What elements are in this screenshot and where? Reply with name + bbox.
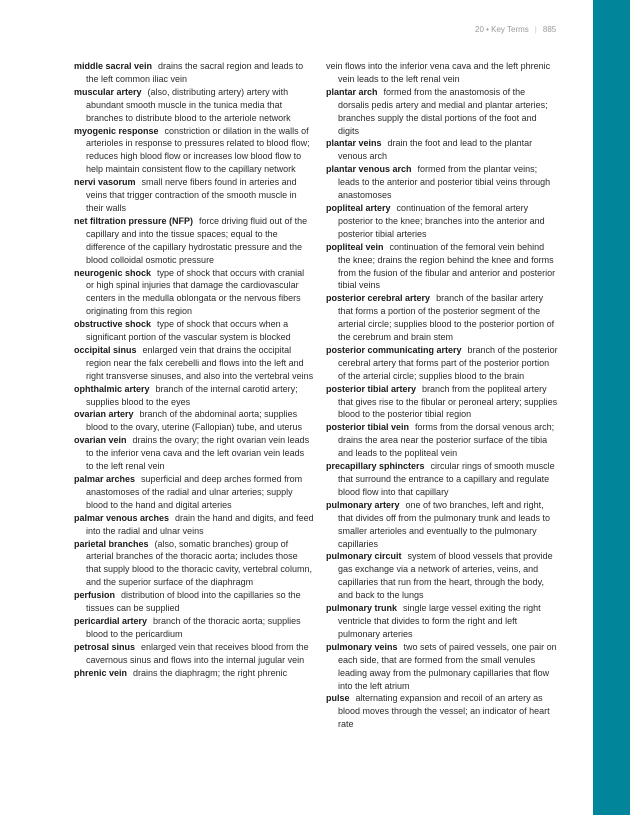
glossary-term: pericardial artery [74, 615, 148, 626]
glossary-entry [74, 434, 314, 473]
glossary-definition: branch of the basilar artery that forms a portion of the posterior segment of the arterial circle; supplies blood to the posterior portion of the cerebrum and brain stem [338, 293, 555, 343]
glossary-term: pulmonary veins [326, 641, 398, 652]
glossary-entry [326, 86, 558, 138]
glossary-entry [326, 241, 558, 293]
glossary-definition: single large vessel exiting the right ventricle that divides to form the right and left pulmonary arteries [338, 603, 541, 639]
glossary-term: ophthalmic artery [74, 383, 150, 394]
glossary-entry [74, 538, 314, 590]
glossary-definition: superficial and deep arches formed from anastomoses of the radial and ulnar arteries; supply blood to the hand and digital arteries [86, 474, 303, 510]
glossary-definition: formed from the plantar veins; leads to the anterior and posterior tibial veins through anastomoses [338, 164, 551, 201]
glossary-term: plantar venous arch [326, 164, 412, 175]
glossary-definition: forms from the dorsal venous arch; drains the area near the posterior surface of the tibia and leads to the popliteal vein [338, 422, 555, 459]
glossary-column-right [326, 60, 558, 731]
glossary-term: phrenic vein [74, 667, 128, 678]
glossary-entry [326, 499, 558, 551]
glossary-definition: drains the ovary; the right ovarian vein leads to the inferior vena cava and the left ovarian vein leads to the left renal vein [86, 435, 310, 472]
glossary-term: popliteal artery [326, 202, 391, 213]
glossary-definition: distribution of blood into the capillaries so the tissues can be supplied [86, 590, 301, 614]
glossary-definition: enlarged vein that drains the occipital region near the falx cerebelli and flows into the left and right transverse sinuses, and also into the vertebral veins [86, 344, 314, 381]
glossary-entry [326, 383, 558, 422]
glossary-definition: branch from the popliteal artery that gives rise to the fibular or peroneal artery; supplies blood to the posterior tibial region [338, 383, 558, 420]
glossary-definition: one of two branches, left and right, that divides off from the pulmonary trunk and leads to smaller arterioles and eventually to the pulmonary capillaries [338, 499, 550, 549]
glossary-entry [74, 318, 314, 344]
glossary-entry [326, 292, 558, 344]
glossary-definition: type of shock that occurs when a significant portion of the vascular system is blocked [86, 319, 291, 343]
glossary-entry [326, 460, 558, 499]
glossary-definition: drain the hand and digits, and feed into the radial and ulnar veins [86, 512, 314, 536]
glossary-entry [326, 550, 558, 602]
glossary-term: occipital sinus [74, 344, 137, 355]
glossary-term: popliteal vein [326, 241, 384, 252]
glossary-entry [326, 137, 558, 163]
glossary-entry [74, 215, 314, 267]
glossary-term: posterior communicating artery [326, 344, 462, 355]
glossary-definition: constriction or dilation in the walls of arterioles in response to pressures related to blood flow; reduces high blood flow or increases low blood flow to help maintain consistent flow to the capillary network [86, 125, 310, 175]
glossary-term: posterior tibial artery [326, 383, 417, 394]
glossary-definition: drains the diaphragm; the right phrenic [133, 667, 288, 678]
glossary-term: palmar arches [74, 474, 136, 484]
glossary-term: ovarian vein [74, 435, 127, 446]
header-separator: | [534, 25, 537, 34]
glossary-definition: system of blood vessels that provide gas exchange via a network of arteries, veins, and capillaries that run from the heart, through the body, and back to the lungs [338, 551, 553, 601]
glossary-definition: drain the foot and lead to the plantar venous arch [338, 138, 533, 162]
glossary-definition: small nerve fibers found in arteries and veins that trigger contraction of the smooth muscle in their walls [86, 177, 297, 213]
glossary-definition: branch of the posterior cerebral artery that forms part of the posterior portion of the arterial circle; supplies blood to the brain [338, 344, 558, 381]
glossary-definition: branch of the internal carotid artery; supplies blood to the eyes [86, 383, 298, 407]
glossary-term: pulse [326, 693, 350, 704]
glossary-entry [74, 125, 314, 177]
glossary-entry [74, 176, 314, 215]
glossary-definition: enlarged vein that receives blood from the cavernous sinus and flows into the internal jugular vein [86, 641, 309, 665]
glossary-entry [326, 344, 558, 383]
chapter-side-tab [593, 0, 630, 815]
glossary-entry [74, 60, 314, 86]
glossary-term: muscular artery [74, 86, 142, 97]
glossary-term: plantar veins [326, 138, 382, 149]
glossary-entry [74, 589, 314, 615]
glossary-definition: vein flows into the inferior vena cava and the left phrenic vein leads to the left renal vein [326, 61, 551, 84]
glossary-definition: (also, somatic branches) group of arterial branches of the thoracic aorta; includes those that supply blood to the thoracic cavity, vertebral column, and the superior surface of the diaphragm [86, 538, 312, 588]
glossary-definition: alternating expansion and recoil of an artery as blood moves through the vessel; an indicator of heart rate [338, 693, 550, 730]
glossary-entry [326, 421, 558, 460]
glossary-term: posterior tibial vein [326, 422, 410, 433]
glossary-term: pulmonary circuit [326, 551, 402, 562]
glossary-definition: (also, distributing artery) artery with abundant smooth muscle in the tunica media that branches to distribute blood to the arteriole network [86, 86, 291, 123]
glossary-entry [74, 473, 314, 512]
glossary-entry [74, 344, 314, 383]
glossary-definition: branch of the thoracic aorta; supplies blood to the pericardium [86, 615, 301, 639]
glossary-term: pulmonary artery [326, 499, 400, 510]
glossary-term: plantar arch [326, 86, 378, 97]
glossary-term: myogenic response [74, 125, 159, 136]
glossary-entry [74, 408, 314, 434]
glossary-definition: continuation of the femoral vein behind the knee; drains the region behind the knee and forms from the fusion of the fibular and anterior and posterior tibial veins [338, 241, 556, 291]
glossary-entry [74, 267, 314, 319]
glossary-entry [74, 86, 314, 125]
glossary-definition: formed from the anastomosis of the dorsalis pedis artery and medial and plantar arteries; branches supply the distal portions of the foot and digits [338, 86, 548, 136]
glossary-entry [326, 202, 558, 241]
running-header [475, 25, 556, 34]
glossary-definition: branch of the abdominal aorta; supplies blood to the ovary, uterine (Fallopian) tube, and uterus [86, 409, 302, 433]
glossary-entry [74, 667, 314, 680]
glossary-definition: drains the sacral region and leads to the left common iliac vein [86, 61, 304, 84]
glossary-term: petrosal sinus [74, 641, 136, 652]
glossary-term: pulmonary trunk [326, 603, 398, 614]
glossary-column-left [74, 60, 314, 680]
glossary-entry [326, 602, 558, 641]
glossary-term: net filtration pressure (NFP) [74, 215, 194, 226]
glossary-entry [74, 615, 314, 641]
glossary-definition: circular rings of smooth muscle that surround the entrance to a capillary and regulate blood flow into that capillary [338, 461, 555, 497]
glossary-term: ovarian artery [74, 409, 134, 420]
glossary-term: parietal branches [74, 538, 149, 549]
glossary-definition: type of shock that occurs with cranial or high spinal injuries that damage the cardiovascular centers in the medulla oblongata or the nervous fibers originating from this region [86, 267, 305, 317]
page-number: 885 [542, 25, 557, 34]
glossary-term: precapillary sphincters [326, 461, 425, 472]
glossary-definition: force driving fluid out of the capillary and into the tissue spaces; equal to the difference of the capillary hydrostatic pressure and the blood colloidal osmotic pressure [86, 215, 308, 265]
chapter-label: 20 • Key Terms [475, 25, 529, 34]
glossary-term: palmar venous arches [74, 512, 170, 523]
glossary-entry [326, 641, 558, 693]
glossary-entry [326, 60, 558, 86]
glossary-term: obstructive shock [74, 319, 152, 330]
glossary-term: middle sacral vein [74, 61, 153, 71]
glossary-term: perfusion [74, 590, 116, 601]
glossary-term: posterior cerebral artery [326, 293, 431, 304]
glossary-term: neurogenic shock [74, 267, 152, 278]
glossary-entry [326, 163, 558, 202]
glossary-entry [74, 512, 314, 538]
glossary-term: nervi vasorum [74, 177, 136, 188]
glossary-definition: continuation of the femoral artery posterior to the knee; branches into the anterior and posterior tibial arteries [338, 202, 545, 239]
glossary-entry [74, 641, 314, 667]
glossary-definition: two sets of paired vessels, one pair on each side, that are formed from the small venules leading away from the pulmonary capillaries that flow into the left atrium [338, 641, 557, 691]
glossary-entry [74, 383, 314, 409]
glossary-entry [326, 692, 558, 731]
